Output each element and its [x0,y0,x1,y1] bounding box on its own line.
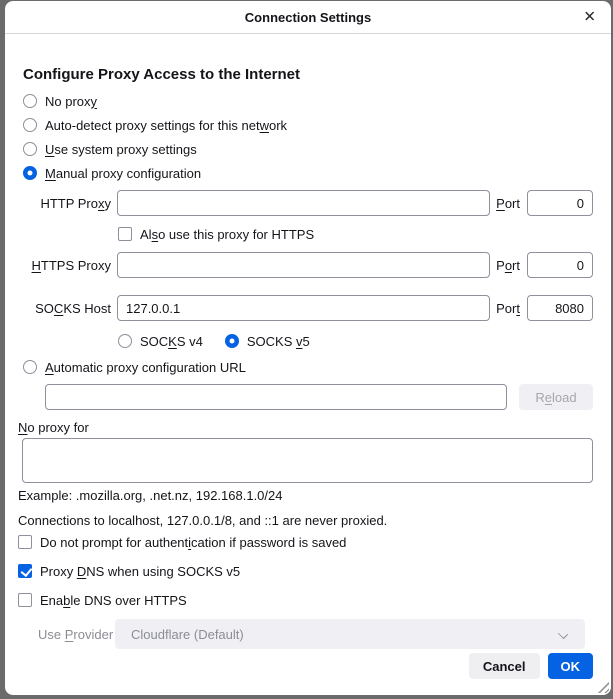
use-provider-label: Use Provider [38,626,114,642]
reload-button[interactable]: Reload [519,384,593,410]
https-proxy-input[interactable] [117,252,490,278]
https-port-label: Port [496,257,520,273]
radio-manual-proxy[interactable] [23,161,593,185]
https-proxy-row [18,252,593,278]
socks-host-row [18,295,593,321]
connection-settings-dialog [5,1,611,695]
socks-port-label: Port [496,300,520,316]
also-https-checkbox-row[interactable] [118,224,593,244]
radio-icon[interactable] [23,360,37,374]
radio-label: Manual proxy configuration [45,165,202,181]
checkbox-icon[interactable] [18,593,32,607]
auto-config-url-row [45,384,593,410]
http-port-input[interactable] [527,190,593,216]
checkbox-checked-icon[interactable] [18,564,32,578]
page-title: Configure Proxy Access to the Internet [23,66,301,83]
radio-selected-icon[interactable] [225,334,239,348]
no-proxy-example-text: Example: .mozilla.org, .net.nz, 192.168.1.0/24 [18,487,283,503]
dialog-titlebar [5,1,611,34]
radio-auto-config-url[interactable] [23,357,593,377]
no-prompt-auth-checkbox-row[interactable] [18,532,593,552]
http-port-label: Port [496,195,520,211]
no-proxy-for-label: N o proxy for [18,419,89,435]
http-proxy-input[interactable] [117,190,490,216]
chevron-down-icon [558,629,568,639]
auto-config-url-input[interactable] [45,384,507,410]
https-proxy-label: HTTPS Proxy [31,257,111,273]
radio-label: Auto-detect proxy settings for this network [45,117,288,133]
radio-selected-icon[interactable] [23,166,37,180]
enable-doh-checkbox-row[interactable] [18,590,593,610]
proxy-dns-checkbox-row[interactable] [18,561,593,581]
radio-label: SOCKS v4 [140,333,203,349]
doh-provider-row [18,619,593,649]
proxy-mode-group [18,89,593,185]
radio-icon[interactable] [23,118,37,132]
radio-icon[interactable] [23,94,37,108]
checkbox-label: Also use this proxy for HTTPS [140,226,315,242]
radio-label: SOCKS v5 [246,333,310,349]
close-icon[interactable]: ✕ [583,7,596,26]
localhost-note-text: Connections to localhost, 127.0.0.1/8, and ::1 are never proxied. [18,512,388,528]
dialog-title: Connection Settings [244,9,372,25]
http-proxy-row [18,190,593,216]
radio-icon[interactable] [23,142,37,156]
no-proxy-for-textarea[interactable] [22,438,593,483]
radio-socks-v5[interactable] [225,334,310,349]
provider-selected-value: Cloudflare (Default) [131,626,244,642]
checkbox-icon[interactable] [118,227,132,241]
radio-icon[interactable] [118,334,132,348]
radio-system-proxy[interactable] [23,137,593,161]
radio-label: Use system proxy settings [45,141,197,157]
socks-port-input[interactable] [527,295,593,321]
provider-dropdown[interactable] [115,619,585,649]
checkbox-label: Proxy DNS when using SOCKS v5 [40,563,241,579]
radio-auto-detect[interactable] [23,113,593,137]
dialog-content [5,34,611,695]
cancel-button[interactable]: Cancel [469,653,540,679]
dialog-footer [18,653,593,679]
https-port-input[interactable] [527,252,593,278]
radio-no-proxy[interactable] [23,89,593,113]
http-proxy-label: HTTP Proxy [40,195,111,211]
ok-button[interactable]: OK [548,653,594,679]
radio-label: No proxy [45,93,98,109]
radio-socks-v4[interactable] [118,334,203,349]
socks-host-input[interactable] [117,295,490,321]
socks-version-group [118,331,593,351]
checkbox-label: Enable DNS over HTTPS [40,592,187,608]
socks-host-label: SOCKS Host [35,300,111,316]
checkbox-icon[interactable] [18,535,32,549]
radio-label: Automatic proxy configuration URL [45,359,246,375]
checkbox-label: Do not prompt for authentication if password is saved [40,534,347,550]
